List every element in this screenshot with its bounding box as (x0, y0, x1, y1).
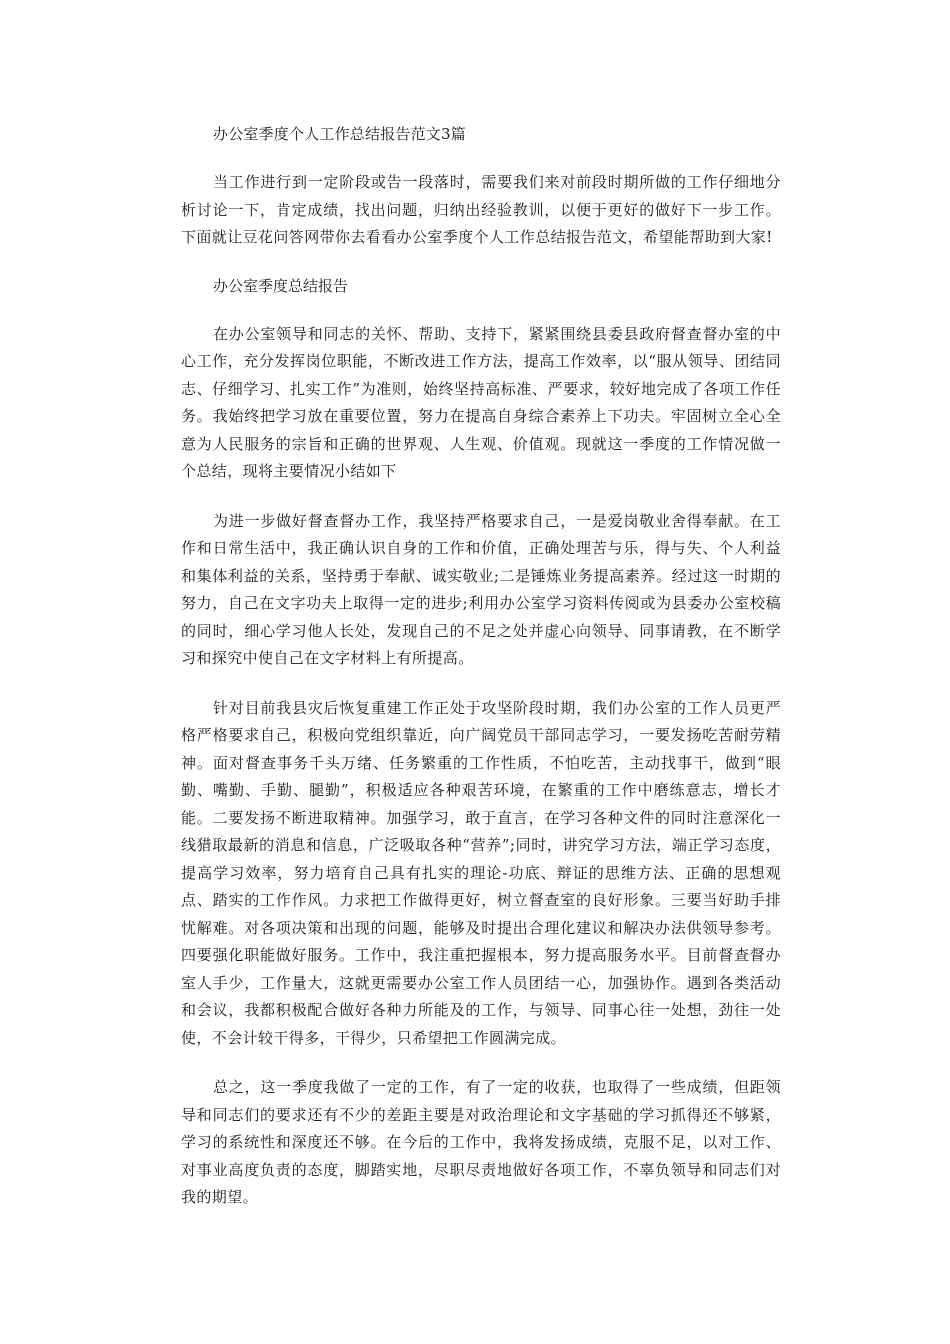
section-heading: 办公室季度总结报告 (213, 276, 349, 295)
body-paragraph-4: 总之，这一季度我做了一定的工作，有了一定的收获，也取得了一些成绩，但距领导和同志们的要求还有不少的差距主要是对政治理论和文字基础的学习抓得还不够紧，学习的系统性和深度还不够。在今后的工作中，我将发扬成绩，克服不足，以对工作、对事业高度负责的态度，脚踏实地，尽职尽责地做好各项工作，不辜负领导和同志们对我的期望。 (181, 1078, 781, 1206)
spacer (181, 486, 781, 508)
document-page (181, 118, 781, 1212)
spacer (181, 303, 781, 321)
spacer (181, 673, 781, 695)
intro-paragraph: 当工作进行到一定阶段或告一段落时，需要我们来对前段时期所做的工作仔细地分析讨论一下，肯定成绩，找出问题，归纳出经验教训，以便于更好的做好下一步工作。下面就让豆花问答网带你去看看办公室季度个人工作总结报告范文，希望能帮助到大家! (181, 173, 781, 246)
spacer (181, 1052, 781, 1074)
document-title: 办公室季度个人工作总结报告范文3篇 (213, 125, 466, 143)
body-paragraph-2: 为进一步做好督查督办工作，我坚持严格要求自己，一是爱岗敬业舍得奉献。在工作和日常生活中，我正确认识自身的工作和价值，正确处理苦与乐，得与失、个人利益和集体利益的关系，坚持勇于奉献、诚实敬业;二是锤炼业务提高素养。经过这一时期的努力，自己在文字功夫上取得一定的进步;利用办公室学习资料传阅或为县委办公室校稿的同时，细心学习他人长处，发现自己的不足之处并虚心向领导、同事请教，在不断学习和探究中使自己在文字材料上有所提高。 (181, 511, 781, 667)
spacer (181, 252, 781, 270)
spacer (181, 151, 781, 169)
body-paragraph-1: 在办公室领导和同志的关怀、帮助、支持下，紧紧围绕县委县政府督查督办室的中心工作，充分发挥岗位职能，不断改进工作方法，提高工作效率，以“服从领导、团结同志、仔细学习、扎实工作”为准则，始终坚持高标准、严要求，较好地完成了各项工作任务。我始终把学习放在重要位置，努力在提高自身综合素养上下功夫。牢固树立全心全意为人民服务的宗旨和正确的世界观、人生观、价值观。现就这一季度的工作情况做一个总结，现将主要情况小结如下 (181, 324, 781, 480)
body-paragraph-3: 针对目前我县灾后恢复重建工作正处于攻坚阶段时期，我们办公室的工作人员更严格严格要求自己，积极向党组织靠近，向广阔党员干部同志学习，一要发扬吃苦耐劳精神。面对督查事务千头万绪、任务繁重的工作性质，不怕吃苦，主动找事干，做到“眼勤、嘴勤、手勤、腿勤”，积极适应各种艰苦环境，在繁重的工作中磨练意志，增长才能。二要发扬不断进取精神。加强学习，敢于直言，在学习各种文件的同时注意深化一线猎取最新的消息和信息，广泛吸取各种“营养”;同时，讲究学习方法，端正学习态度，提高学习效率，努力培育自己具有扎实的理论-功底、辩证的思维方法、正确的思想观点、踏实的工作作风。力求把工作做得更好，树立督查室的良好形象。三要当好助手排忧解难。对各项决策和出现的问题，能够及时提出合理化建议和解决办法供领导参考。四要强化职能做好服务。工作中，我注重把握根本，努力提高服务水平。目前督查督办室人手少，工作量大，这就更需要办公室工作人员团结一心，加强协作。遇到各类活动和会议，我都积极配合做好各种力所能及的工作，与领导、同事心往一处想，劲往一处使，不会计较干得多，干得少，只希望把工作圆满完成。 (181, 698, 781, 1047)
